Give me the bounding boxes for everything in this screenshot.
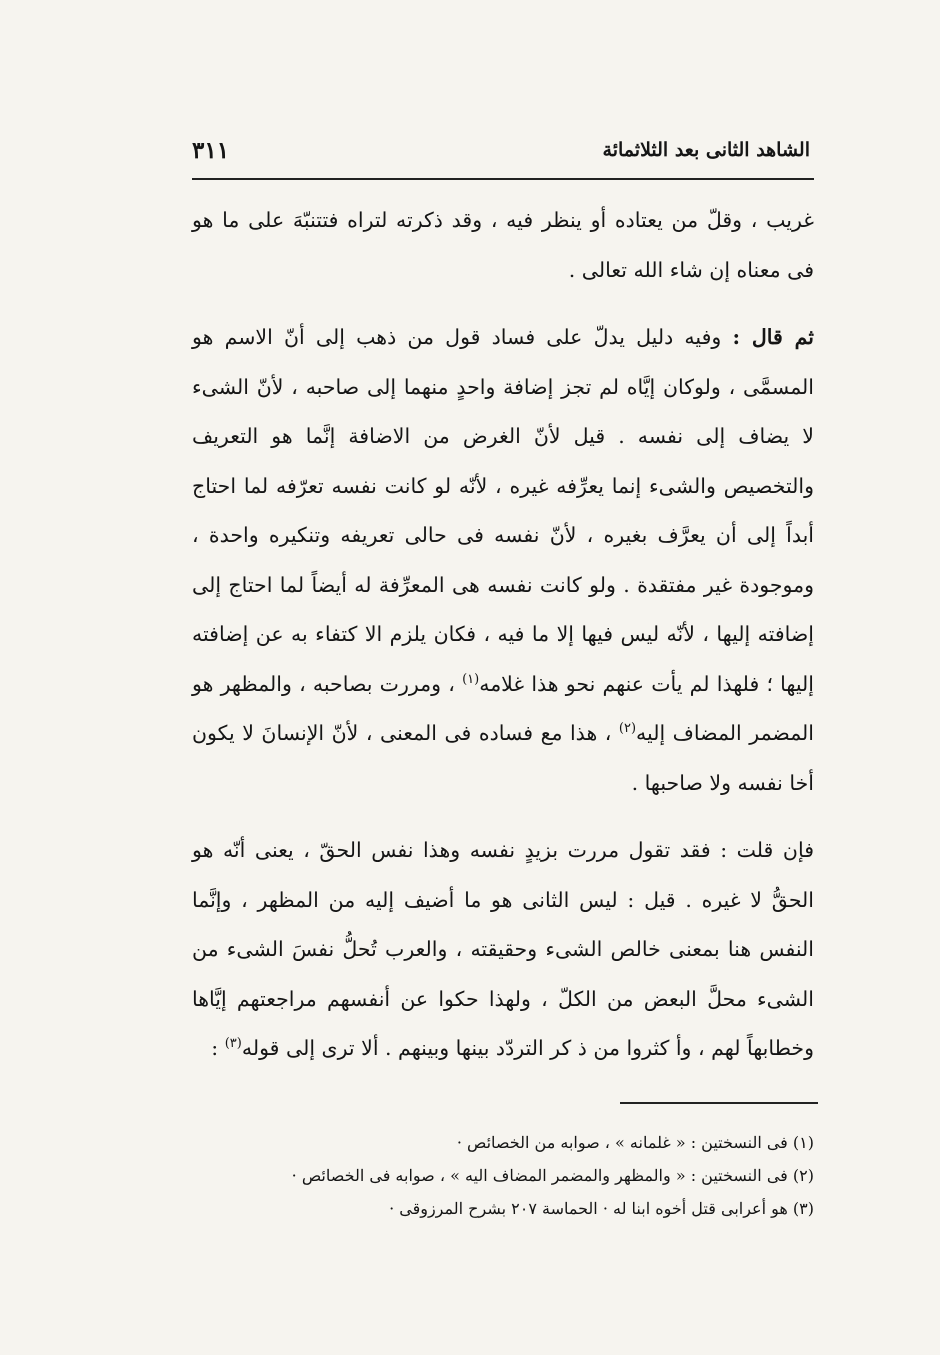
paragraph-2: [192, 313, 814, 808]
footnotes: [192, 1126, 814, 1225]
paragraph-1: [192, 196, 814, 295]
running-title: الشاهد الثانى بعد الثلاثمائة: [602, 139, 810, 161]
footnote-ref-2: (٢): [618, 721, 637, 737]
paragraph-3-text: فإن قلت : فقد تقول مررت بزيدٍ نفسه وهذا نفس الحقّ ، يعنى أنّه هو الحقُّ لا غيره . قيل : ليس الثانى هو ما أضيف إليه من المظهر ، وإنَّما النفس هنا بمعنى خالص الشىء وحقيقته ، والعرب تُحلُّ نفسَ الشىء من الشىء محلَّ البعض من الكلّ ، ولهذا حكوا عن أنفسهم مراجعتهم إيَّاها وخطابهاً لهم ، وأ كثروا من ذ كر التردّد بينها وبينهم . ألا ترى إلى قوله: [192, 838, 814, 1060]
footnote-1: (١) فى النسختين : « غلمانه » ، صوابه من الخصائص ·: [456, 1133, 814, 1152]
footnote-rule: [620, 1102, 818, 1104]
footnote-2: (٢) فى النسختين : « والمظهر والمضمر المضاف اليه » ، صوابه فى الخصائص ·: [291, 1166, 814, 1185]
page-number: ٣١١: [192, 136, 230, 164]
page-header: [192, 128, 810, 172]
body-text: [192, 196, 814, 1074]
paragraph-1-text: غريب ، وقلّ من يعتاده أو ينظر فيه ، وقد ذكرته لتراه فتتنبّهَ على ما هو فى معناه إن شاء الله تعالى .: [192, 208, 814, 282]
paragraph-2-text-3: ، هذا مع فساده فى المعنى ، لأنّ الإنسانَ لا يكون أخا نفسه ولا صاحبها .: [192, 721, 814, 795]
paragraph-2-text-2: ، ومررت بصاحبه ، والمظهر هو المضمر المضاف إليه: [192, 671, 814, 745]
footnote-ref-3: (٣): [224, 1036, 242, 1052]
footnote-3: (٣) هو أعرابى قتل أخوه ابنا له · الحماسة ٢٠٧ بشرح المرزوقى ·: [389, 1199, 814, 1218]
footnote-ref-1: (١): [462, 671, 480, 687]
header-rule: [192, 178, 814, 180]
paragraph-2-lead: ثم قال :: [732, 325, 814, 349]
paragraph-3-tail: :: [211, 1036, 225, 1060]
paragraph-3: [192, 826, 814, 1074]
paragraph-2-text: وفيه دليل يدلّ على فساد قول من ذهب إلى أنّ الاسم هو المسمَّى ، ولوكان إيَّاه لم تجز إضافة واحدٍ منهما إلى صاحبه ، لأنّ الشىء لا يضاف إلى نفسه . قيل لأنّ الغرض من الاضافة إنَّما هو التعريف والتخصيص والشىء إنما يعرِّفه غيره ، لأنّه لو كانت نفسه تعرّفه لما احتاج أبداً إلى أن يعرَّف بغيره ، لأنّ نفسه فى حالى تعريفه وتنكيره واحدة ، وموجودة غير مفتقدة . ولو كانت نفسه هى المعرِّفة له أيضاً لما احتاج إلى إضافته إليها ، لأنّه ليس فيها إلا ما فيه ، فكان يلزم الا كتفاء به عن إضافته إليها ؛ فلهذا لم يأت عنهم نحو هذا غلامه: [192, 325, 814, 696]
